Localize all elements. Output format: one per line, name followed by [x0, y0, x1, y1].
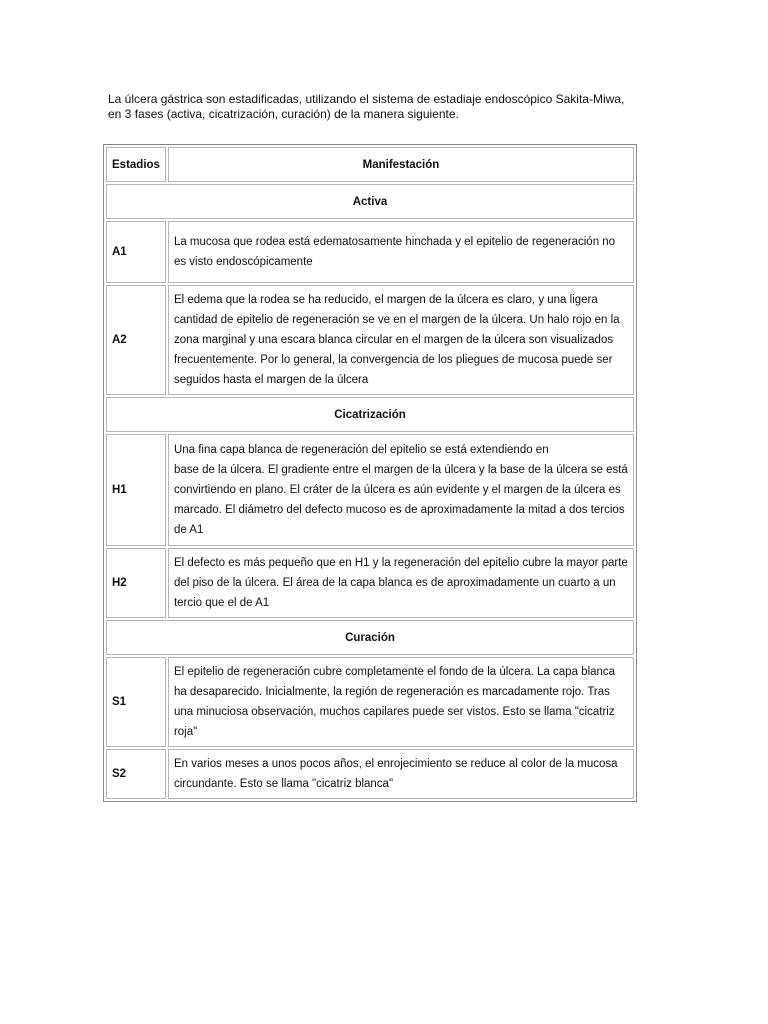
section-title-activa: Activa: [106, 184, 634, 219]
section-title-curacion: Curación: [106, 620, 634, 655]
description-rest: base de la úlcera. El gradiente entre el margen de la úlcera y la base de la úlcera se está convirtiendo en plano. El cráter de la úlcera es aún evidente y el margen de la úlcera es marcado. El diámetro del defecto mucoso es de aproximadamente la mitad a dos tercios de A1: [173, 464, 628, 536]
description-cell: El edema que la rodea se ha reducido, el margen de la úlcera es claro, y una ligera cantidad de epitelio de regeneración se ve en el margen de la úlcera. Un halo rojo en la zona marginal y una escara blanca circular en el margen de la úlcera son visualizados frecuentemente. Por lo general, la convergencia de los pliegues de mucosa puede ser seguidos hasta el margen de la úlcera: [168, 285, 634, 395]
stage-cell: S1: [106, 657, 166, 747]
table-row: [106, 434, 634, 546]
section-row-cicatrizacion: [106, 397, 634, 432]
description-cell: En varios meses a unos pocos años, el enrojecimiento se reduce al color de la mucosa circundante. Esto se llama "cicatriz blanca": [168, 749, 634, 799]
intro-paragraph: La úlcera gástrica son estadificadas, utilizando el sistema de estadiaje endoscópico Sakita-Miwa, en 3 fases (activa, cicatrización, curación) de la manera siguiente.: [108, 92, 625, 121]
description-line: Una fina capa blanca de regeneración del epitelio se está extendiendo en: [173, 444, 549, 456]
description-cell: El epitelio de regeneración cubre completamente el fondo de la úlcera. La capa blanca ha desaparecido. Inicialmente, la región de regeneración es marcadamente rojo. Tras una minuciosa observación, muchos capilares puede ser vistos. Esto se llama "cicatriz roja": [168, 657, 634, 747]
stage-cell: H2: [106, 548, 166, 618]
description-cell: [168, 434, 634, 546]
description-cell: La mucosa que rodea está edematosamente hinchada y el epitelio de regeneración no es visto endoscópicamente: [168, 221, 634, 283]
stage-cell: H1: [106, 434, 166, 546]
description-cell: El defecto es más pequeño que en H1 y la regeneración del epitelio cubre la mayor parte del piso de la úlcera. El área de la capa blanca es de aproximadamente un cuarto a un tercio que el de A1: [168, 548, 634, 618]
staging-table: [103, 144, 637, 802]
header-estadios: Estadios: [106, 147, 166, 182]
table-header-row: [106, 147, 634, 182]
table-row: [106, 285, 634, 395]
stage-cell: A2: [106, 285, 166, 395]
table-row: [106, 548, 634, 618]
table-row: [106, 221, 634, 283]
header-manifestacion: Manifestación: [168, 147, 634, 182]
stage-cell: S2: [106, 749, 166, 799]
table-row: [106, 657, 634, 747]
section-row-curacion: [106, 620, 634, 655]
stage-cell: A1: [106, 221, 166, 283]
section-title-cicatrizacion: Cicatrización: [106, 397, 634, 432]
table-row: [106, 749, 634, 799]
section-row-activa: [106, 184, 634, 219]
